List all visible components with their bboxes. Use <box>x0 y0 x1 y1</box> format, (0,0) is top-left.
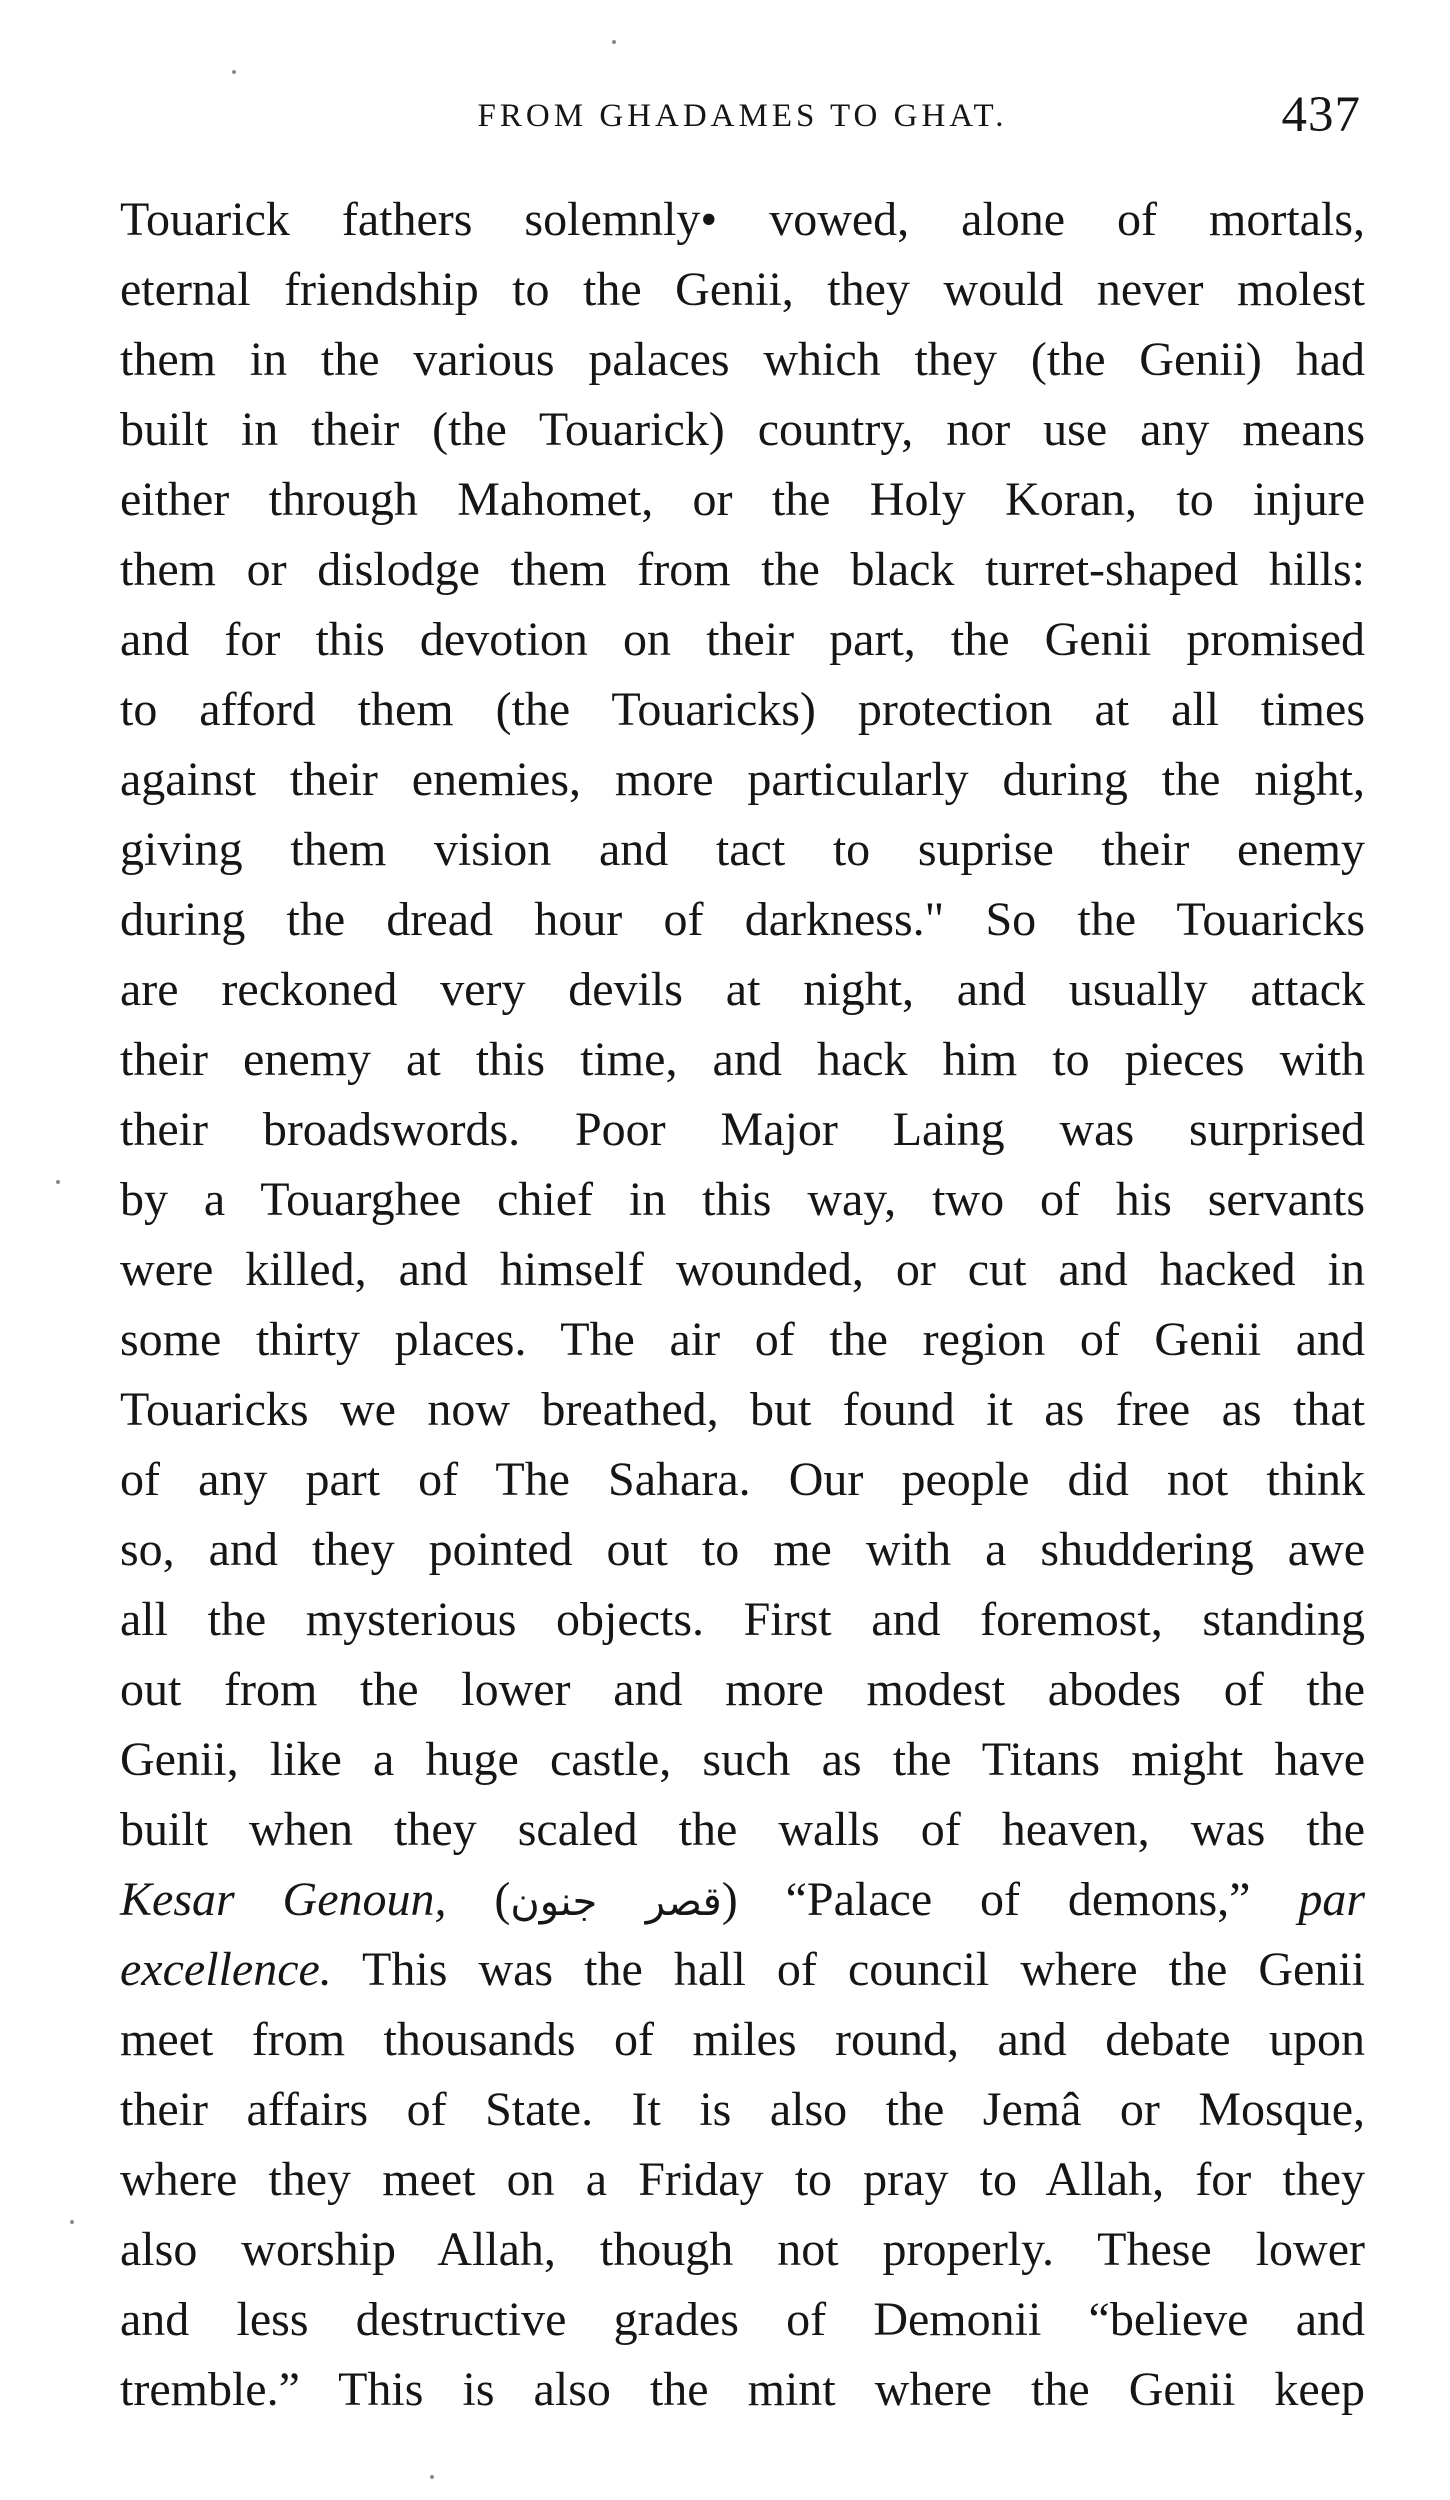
running-head <box>120 88 1365 148</box>
text-line: out from the lower and more modest abodes of the <box>120 1663 1365 1716</box>
text-line-kesar-genoun <box>120 1865 1365 1935</box>
italic-term-par: par <box>1298 1873 1366 1926</box>
quoted-translation: “Palace of demons,” <box>785 1873 1251 1926</box>
paper-speck <box>56 1180 60 1184</box>
text-line: all the mysterious objects. First and foremost, standing <box>120 1593 1365 1646</box>
text-line: are reckoned very devils at night, and usually attack <box>120 963 1365 1016</box>
text-line: and less destructive grades of Demonii “believe and <box>120 2293 1365 2346</box>
text-line: giving them vision and tact to suprise their enemy <box>120 823 1365 876</box>
text-line: tremble.” This is also the mint where the Genii keep <box>120 2363 1365 2416</box>
text-line: built when they scaled the walls of heaven, was the <box>120 1803 1365 1856</box>
open-paren: ( <box>494 1873 511 1926</box>
text-line: them in the various palaces which they (the Genii) had <box>120 333 1365 386</box>
text-line: so, and they pointed out to me with a shuddering awe <box>120 1523 1365 1576</box>
text-line: of any part of The Sahara. Our people did not think <box>120 1453 1365 1506</box>
page-number: 437 <box>1281 87 1361 143</box>
text-line: them or dislodge them from the black turret-shaped hills: <box>120 543 1365 596</box>
text-line: built in their (the Touarick) country, nor use any means <box>120 403 1365 456</box>
running-title: FROM GHADAMES TO GHAT. <box>477 98 1008 134</box>
arabic-script-term: قصر جنون <box>510 1879 722 1925</box>
paper-speck <box>232 70 236 74</box>
text-line: either through Mahomet, or the Holy Koran, to injure <box>120 473 1365 526</box>
text-line: their broadswords. Poor Major Laing was surprised <box>120 1103 1365 1156</box>
close-paren: ) <box>721 1873 738 1926</box>
text-line: to afford them (the Touaricks) protection at all times <box>120 683 1365 736</box>
body-text <box>120 185 1365 2425</box>
text-line: and for this devotion on their part, the Genii promised <box>120 613 1365 666</box>
paper-speck <box>70 2220 74 2224</box>
text-line: Genii, like a huge castle, such as the Titans might have <box>120 1733 1365 1786</box>
text-line: eternal friendship to the Genii, they would never molest <box>120 263 1365 316</box>
text-line: their enemy at this time, and hack him to pieces with <box>120 1033 1365 1086</box>
text-line: Touarick fathers solemnly• vowed, alone of mortals, <box>120 193 1365 246</box>
text-line: were killed, and himself wounded, or cut and hacked in <box>120 1243 1365 1296</box>
text-line: where they meet on a Friday to pray to Allah, for they <box>120 2153 1365 2206</box>
text-line: meet from thousands of miles round, and debate upon <box>120 2013 1365 2066</box>
text-line: also worship Allah, though not properly. These lower <box>120 2223 1365 2276</box>
text-line-excellence <box>120 1935 1365 2005</box>
text-line: by a Touarghee chief in this way, two of his servants <box>120 1173 1365 1226</box>
text-line: some thirty places. The air of the region of Genii and <box>120 1313 1365 1366</box>
text-line: Touaricks we now breathed, but found it as free as that <box>120 1383 1365 1436</box>
italic-term-kesar-genoun: Kesar Genoun, <box>120 1873 447 1926</box>
text-line: during the dread hour of darkness." So the Touaricks <box>120 893 1365 946</box>
paper-speck <box>612 40 616 44</box>
line-remainder: This was the hall of council where the Genii <box>362 1943 1366 1996</box>
italic-term-excellence: excellence. <box>120 1943 332 1996</box>
text-line: against their enemies, more particularly during the night, <box>120 753 1365 806</box>
paper-speck <box>430 2475 434 2479</box>
text-line: their affairs of State. It is also the Jemâ or Mosque, <box>120 2083 1365 2136</box>
